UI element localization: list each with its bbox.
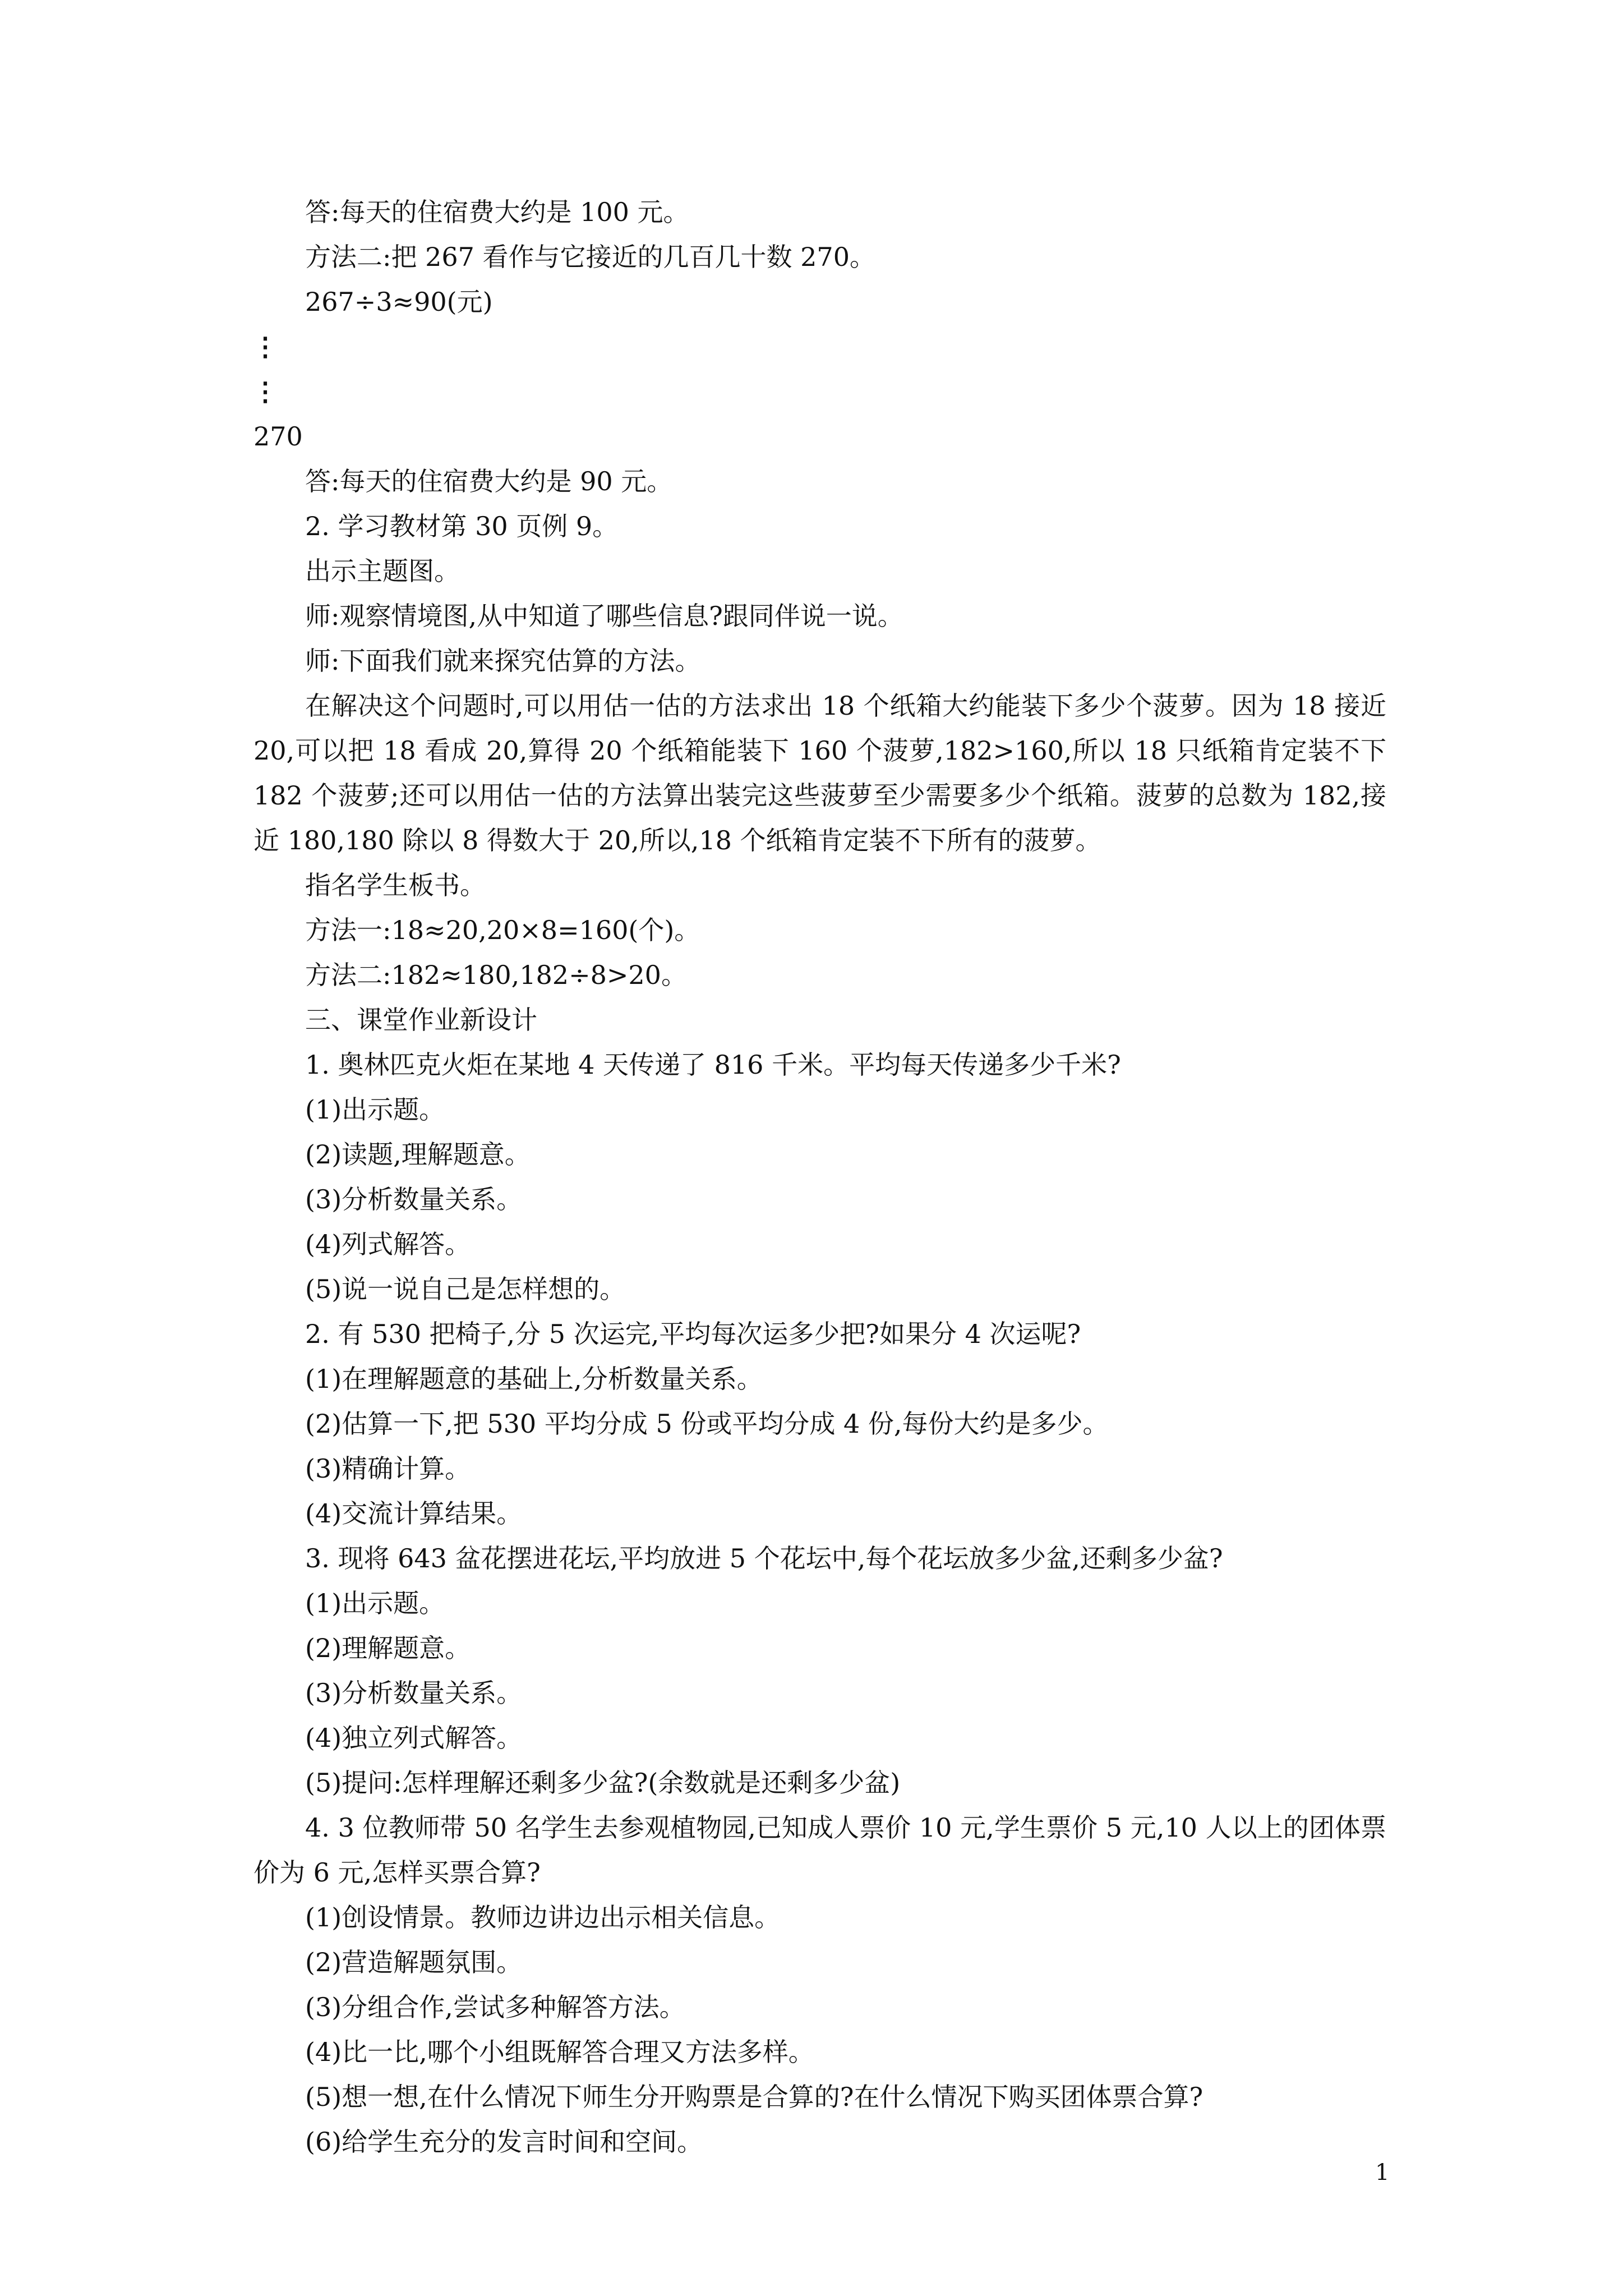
exercise-step: (2)理解题意。 xyxy=(305,1633,471,1663)
exercise-step: (4)独立列式解答。 xyxy=(305,1723,523,1753)
exercise-1: 1. 奥林匹克火炬在某地 4 天传递了 816 千米。平均每天传递多少千米? xyxy=(305,1050,1121,1080)
exercise-step: (5)说一说自己是怎样想的。 xyxy=(305,1274,626,1304)
section-heading: 三、课堂作业新设计 xyxy=(305,1005,537,1035)
exercise-step: (6)给学生充分的发言时间和空间。 xyxy=(305,2127,703,2157)
instruction-line: 指名学生板书。 xyxy=(305,870,486,900)
exercise-step: (4)交流计算结果。 xyxy=(305,1498,523,1529)
method-two-line: 方法二:把 267 看作与它接近的几百几十数 270。 xyxy=(305,242,875,272)
exercise-step: (3)分析数量关系。 xyxy=(305,1678,523,1708)
teacher-line: 师:下面我们就来探究估算的方法。 xyxy=(305,646,701,676)
exercise-step: (2)读题,理解题意。 xyxy=(305,1139,531,1170)
exercise-step: (1)创设情景。教师边讲边出示相关信息。 xyxy=(305,1902,781,1932)
exercise-step: (3)分组合作,尝试多种解答方法。 xyxy=(305,1992,685,2022)
exercise-step: (5)想一想,在什么情况下师生分开购票是合算的?在什么情况下购买团体票合算? xyxy=(305,2082,1204,2112)
exercise-step: (5)提问:怎样理解还剩多少盆?(余数就是还剩多少盆) xyxy=(305,1768,901,1798)
exercise-step: (1)出示题。 xyxy=(305,1588,445,1618)
study-example-line: 2. 学习教材第 30 页例 9。 xyxy=(305,511,619,541)
exercise-step: (3)分析数量关系。 xyxy=(305,1184,523,1214)
exercise-step: (4)比一比,哪个小组既解答合理又方法多样。 xyxy=(305,2037,814,2067)
exercise-step: (3)精确计算。 xyxy=(305,1453,471,1484)
exercise-step: (1)在理解题意的基础上,分析数量关系。 xyxy=(305,1364,763,1394)
answer-line-100: 答:每天的住宿费大约是 100 元。 xyxy=(305,197,689,227)
explanation-paragraph: 在解决这个问题时,可以用估一估的方法求出 18 个纸箱大约能装下多少个菠萝。因为 18 接近 20,可以把 18 看成 20,算得 20 个纸箱能装下 160 个菠萝,182>160,所以 18 只纸箱肯定装不下 182 个菠萝;还可以用估一估的方法算出装完这些菠萝至少需要多少个纸箱。菠萝的总数为 182,接近 180,180 除以 8 得数大于 20,所以,18 个纸箱肯定装不下所有的菠萝。 xyxy=(253,691,1386,855)
exercise-2: 2. 有 530 把椅子,分 5 次运完,平均每次运多少把?如果分 4 次运呢? xyxy=(305,1319,1081,1349)
show-picture-line: 出示主题图。 xyxy=(305,556,460,586)
exercise-step: (1)出示题。 xyxy=(305,1094,445,1125)
vertical-ellipsis: ⋮ xyxy=(252,376,278,407)
method-two-calc-line: 方法二:182≈180,182÷8>20。 xyxy=(305,960,687,990)
vertical-ellipsis: ⋮ xyxy=(252,332,278,362)
exercise-step: (2)营造解题氛围。 xyxy=(305,1947,523,1977)
estimate-equation: 267÷3≈90(元) xyxy=(305,287,493,317)
page-number: 1 xyxy=(1375,2160,1390,2185)
exercise-step: (2)估算一下,把 530 平均分成 5 份或平均分成 4 份,每份大约是多少。 xyxy=(305,1409,1109,1439)
exercise-step: (4)列式解答。 xyxy=(305,1229,471,1259)
answer-line-90: 答:每天的住宿费大约是 90 元。 xyxy=(305,466,673,496)
document-body xyxy=(253,190,1386,2164)
exercise-3: 3. 现将 643 盆花摆进花坛,平均放进 5 个花坛中,每个花坛放多少盆,还剩多少盆? xyxy=(305,1543,1223,1573)
flush-value: 270 xyxy=(253,421,303,452)
teacher-line: 师:观察情境图,从中知道了哪些信息?跟同伴说一说。 xyxy=(305,601,903,631)
exercise-4: 4. 3 位教师带 50 名学生去参观植物园,已知成人票价 10 元,学生票价 5 元,10 人以上的团体票价为 6 元,怎样买票合算? xyxy=(253,1812,1386,1888)
method-one-line: 方法一:18≈20,20×8=160(个)。 xyxy=(305,915,700,945)
